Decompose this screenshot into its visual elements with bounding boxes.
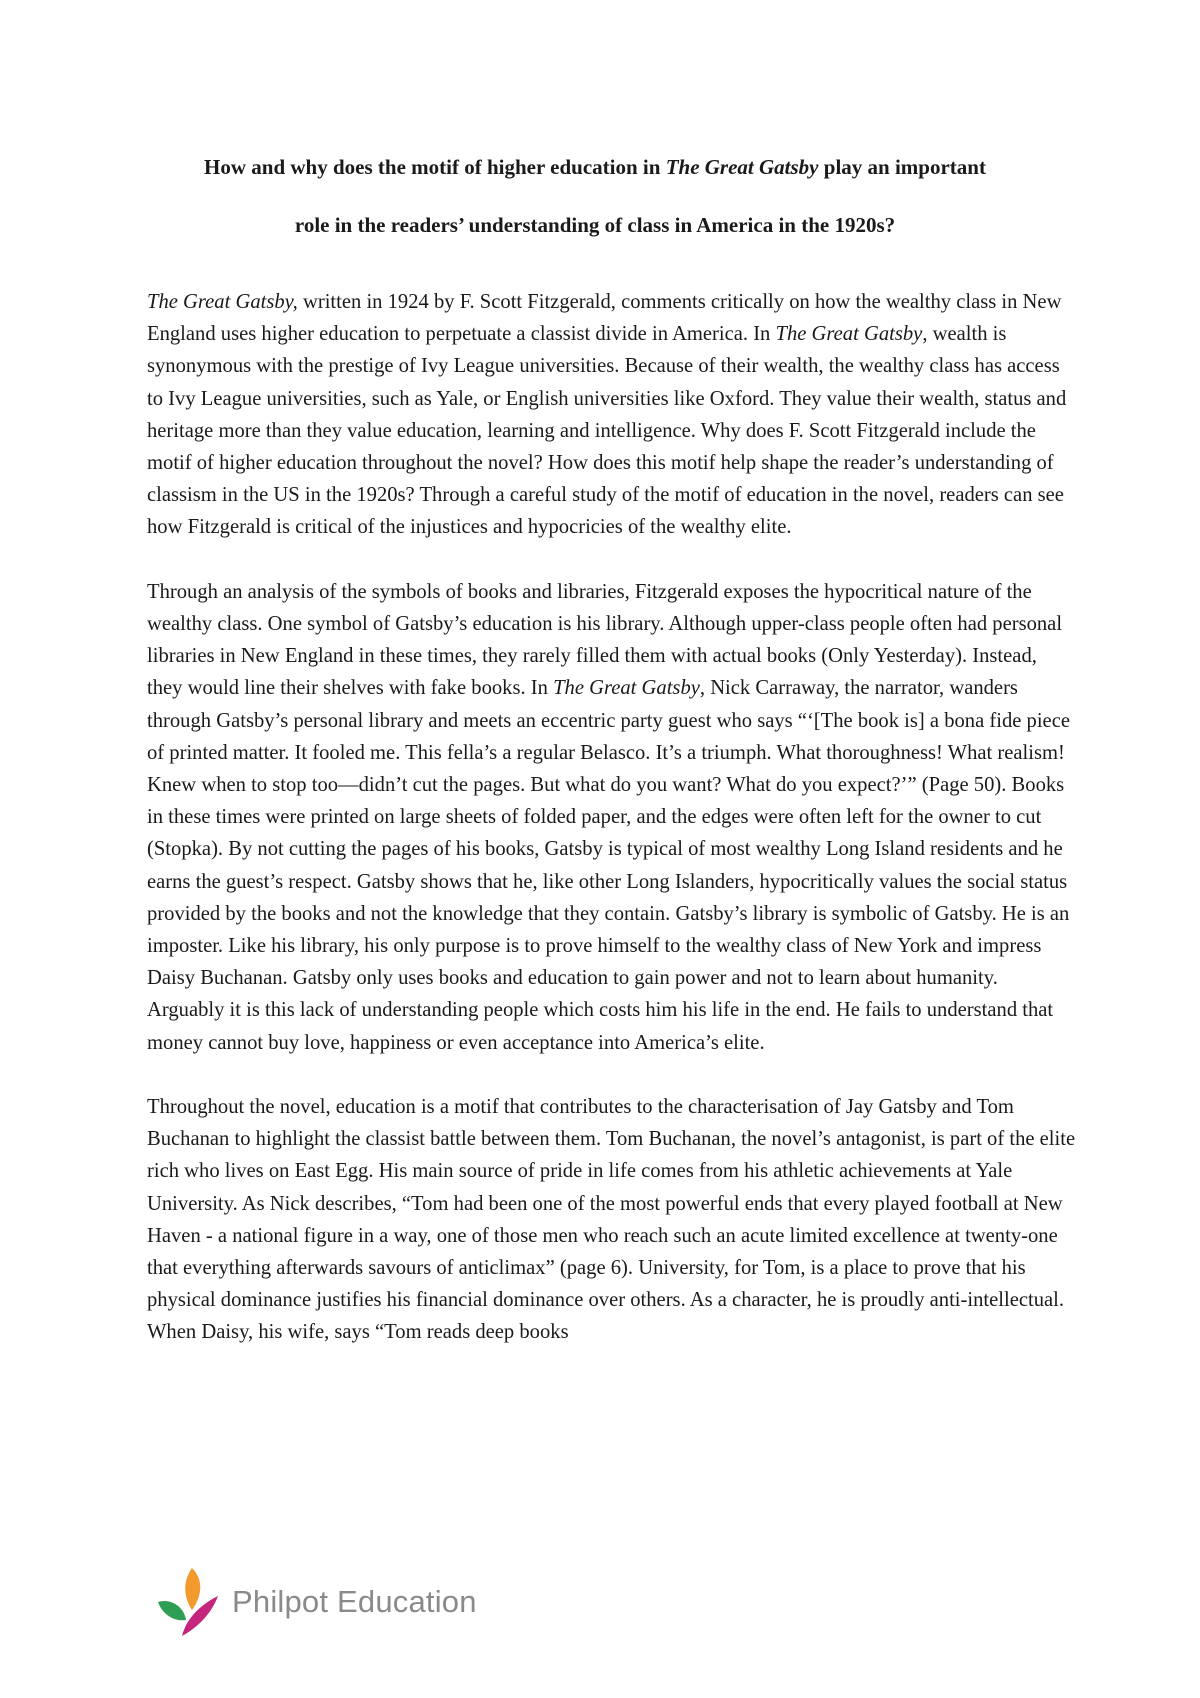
leaf-logo-icon xyxy=(152,1562,224,1642)
essay-title xyxy=(120,138,1070,254)
paragraph-text: Through an analysis of the symbols of books and libraries, Fitzgerald exposes the hypocritical nature of the wealthy class. One symbol of Gatsby’s education is his library. Although upper-class people often had personal libraries in New England in these times, they rarely filled them with actual books (Only Yesterday). Instead, they would line their shelves with fake books. In xyxy=(147,580,1063,700)
title-line2: role in the readers’ understanding of class in America in the 1920s? xyxy=(294,213,896,237)
essay-body xyxy=(147,286,1077,1349)
book-title-italic: The Great Gatsby xyxy=(775,323,923,346)
paragraph-intro xyxy=(147,286,1077,544)
logo-wordmark: Philpot Education xyxy=(232,1584,477,1619)
paragraph-characterisation xyxy=(147,1091,1077,1349)
paragraph-library xyxy=(147,576,1077,1059)
book-title-italic: The Great Gatsby xyxy=(553,677,700,700)
title-book-name: The Great Gatsby xyxy=(665,155,819,179)
paragraph-text: written in 1924 by F. Scott Fitzgerald, comments critically on how the wealthy class in New England uses higher education to perpetuate a classist divide in America. In xyxy=(147,291,1062,346)
paragraph-text: , Nick Carraway, the narrator, wanders through Gatsby’s personal library and meets an eccentric party guest who says “‘[The book is] a bona fide piece of printed matter. It fooled me. This fella’s a regular Belasco. It’s a triumph. What thoroughness! What realism! Knew when to stop too—didn’t cut the pages. But what do you want? What do you expect?’” (Page 50). Books in these times were printed on large sheets of folded paper, and the edges were often left for the owner to cut (Stopka). By not cutting the pages of his books, Gatsby is typical of most wealthy Long Island residents and he earns the guest’s respect. Gatsby shows that he, like other Long Islanders, hypocritically values the social status provided by the books and not the knowledge that they contain. Gatsby’s library is symbolic of Gatsby. He is an imposter. Like his library, his only purpose is to prove himself to the wealthy class of New York and impress Daisy Buchanan. Gatsby only uses books and education to gain power and not to learn about humanity. Arguably it is this lack of understanding people which costs him his life in the end. He fails to understand that money cannot buy love, happiness or even acceptance into America’s elite. xyxy=(147,677,1070,1054)
philpot-education-logo xyxy=(152,1562,477,1642)
title-line1-start: How and why does the motif of higher education in xyxy=(204,155,666,179)
book-title-italic: The Great Gatsby, xyxy=(147,291,298,313)
paragraph-text: Throughout the novel, education is a motif that contributes to the characterisation of Jay Gatsby and Tom Buchanan to highlight the classist battle between them. Tom Buchanan, the novel’s antagonist, is part of the elite rich who lives on East Egg. His main source of pride in life comes from his athletic achievements at Yale University. As Nick describes, “Tom had been one of the most powerful ends that every played football at New Haven - a national figure in a way, one of those men who reach such an acute limited excellence at twenty-one that everything afterwards savours of anticlimax” (page 6). University, for Tom, is a place to prove that his physical dominance justifies his financial dominance over others. As a character, he is proudly anti-intellectual. When Daisy, his wife, says “Tom reads deep books xyxy=(147,1096,1076,1344)
paragraph-text: , wealth is synonymous with the prestige of Ivy League universities. Because of their wealth, the wealthy class has access to Ivy League universities, such as Yale, or English universities like Oxford. They value their wealth, status and heritage more than they value education, learning and intelligence. Why does F. Scott Fitzgerald include the motif of higher education throughout the novel? How does this motif help shape the reader’s understanding of classism in the US in the 1920s? Through a careful study of the motif of education in the novel, readers can see how Fitzgerald is critical of the injustices and hypocricies of the wealthy elite. xyxy=(147,323,1067,539)
title-line1-end: play an important xyxy=(818,155,986,179)
